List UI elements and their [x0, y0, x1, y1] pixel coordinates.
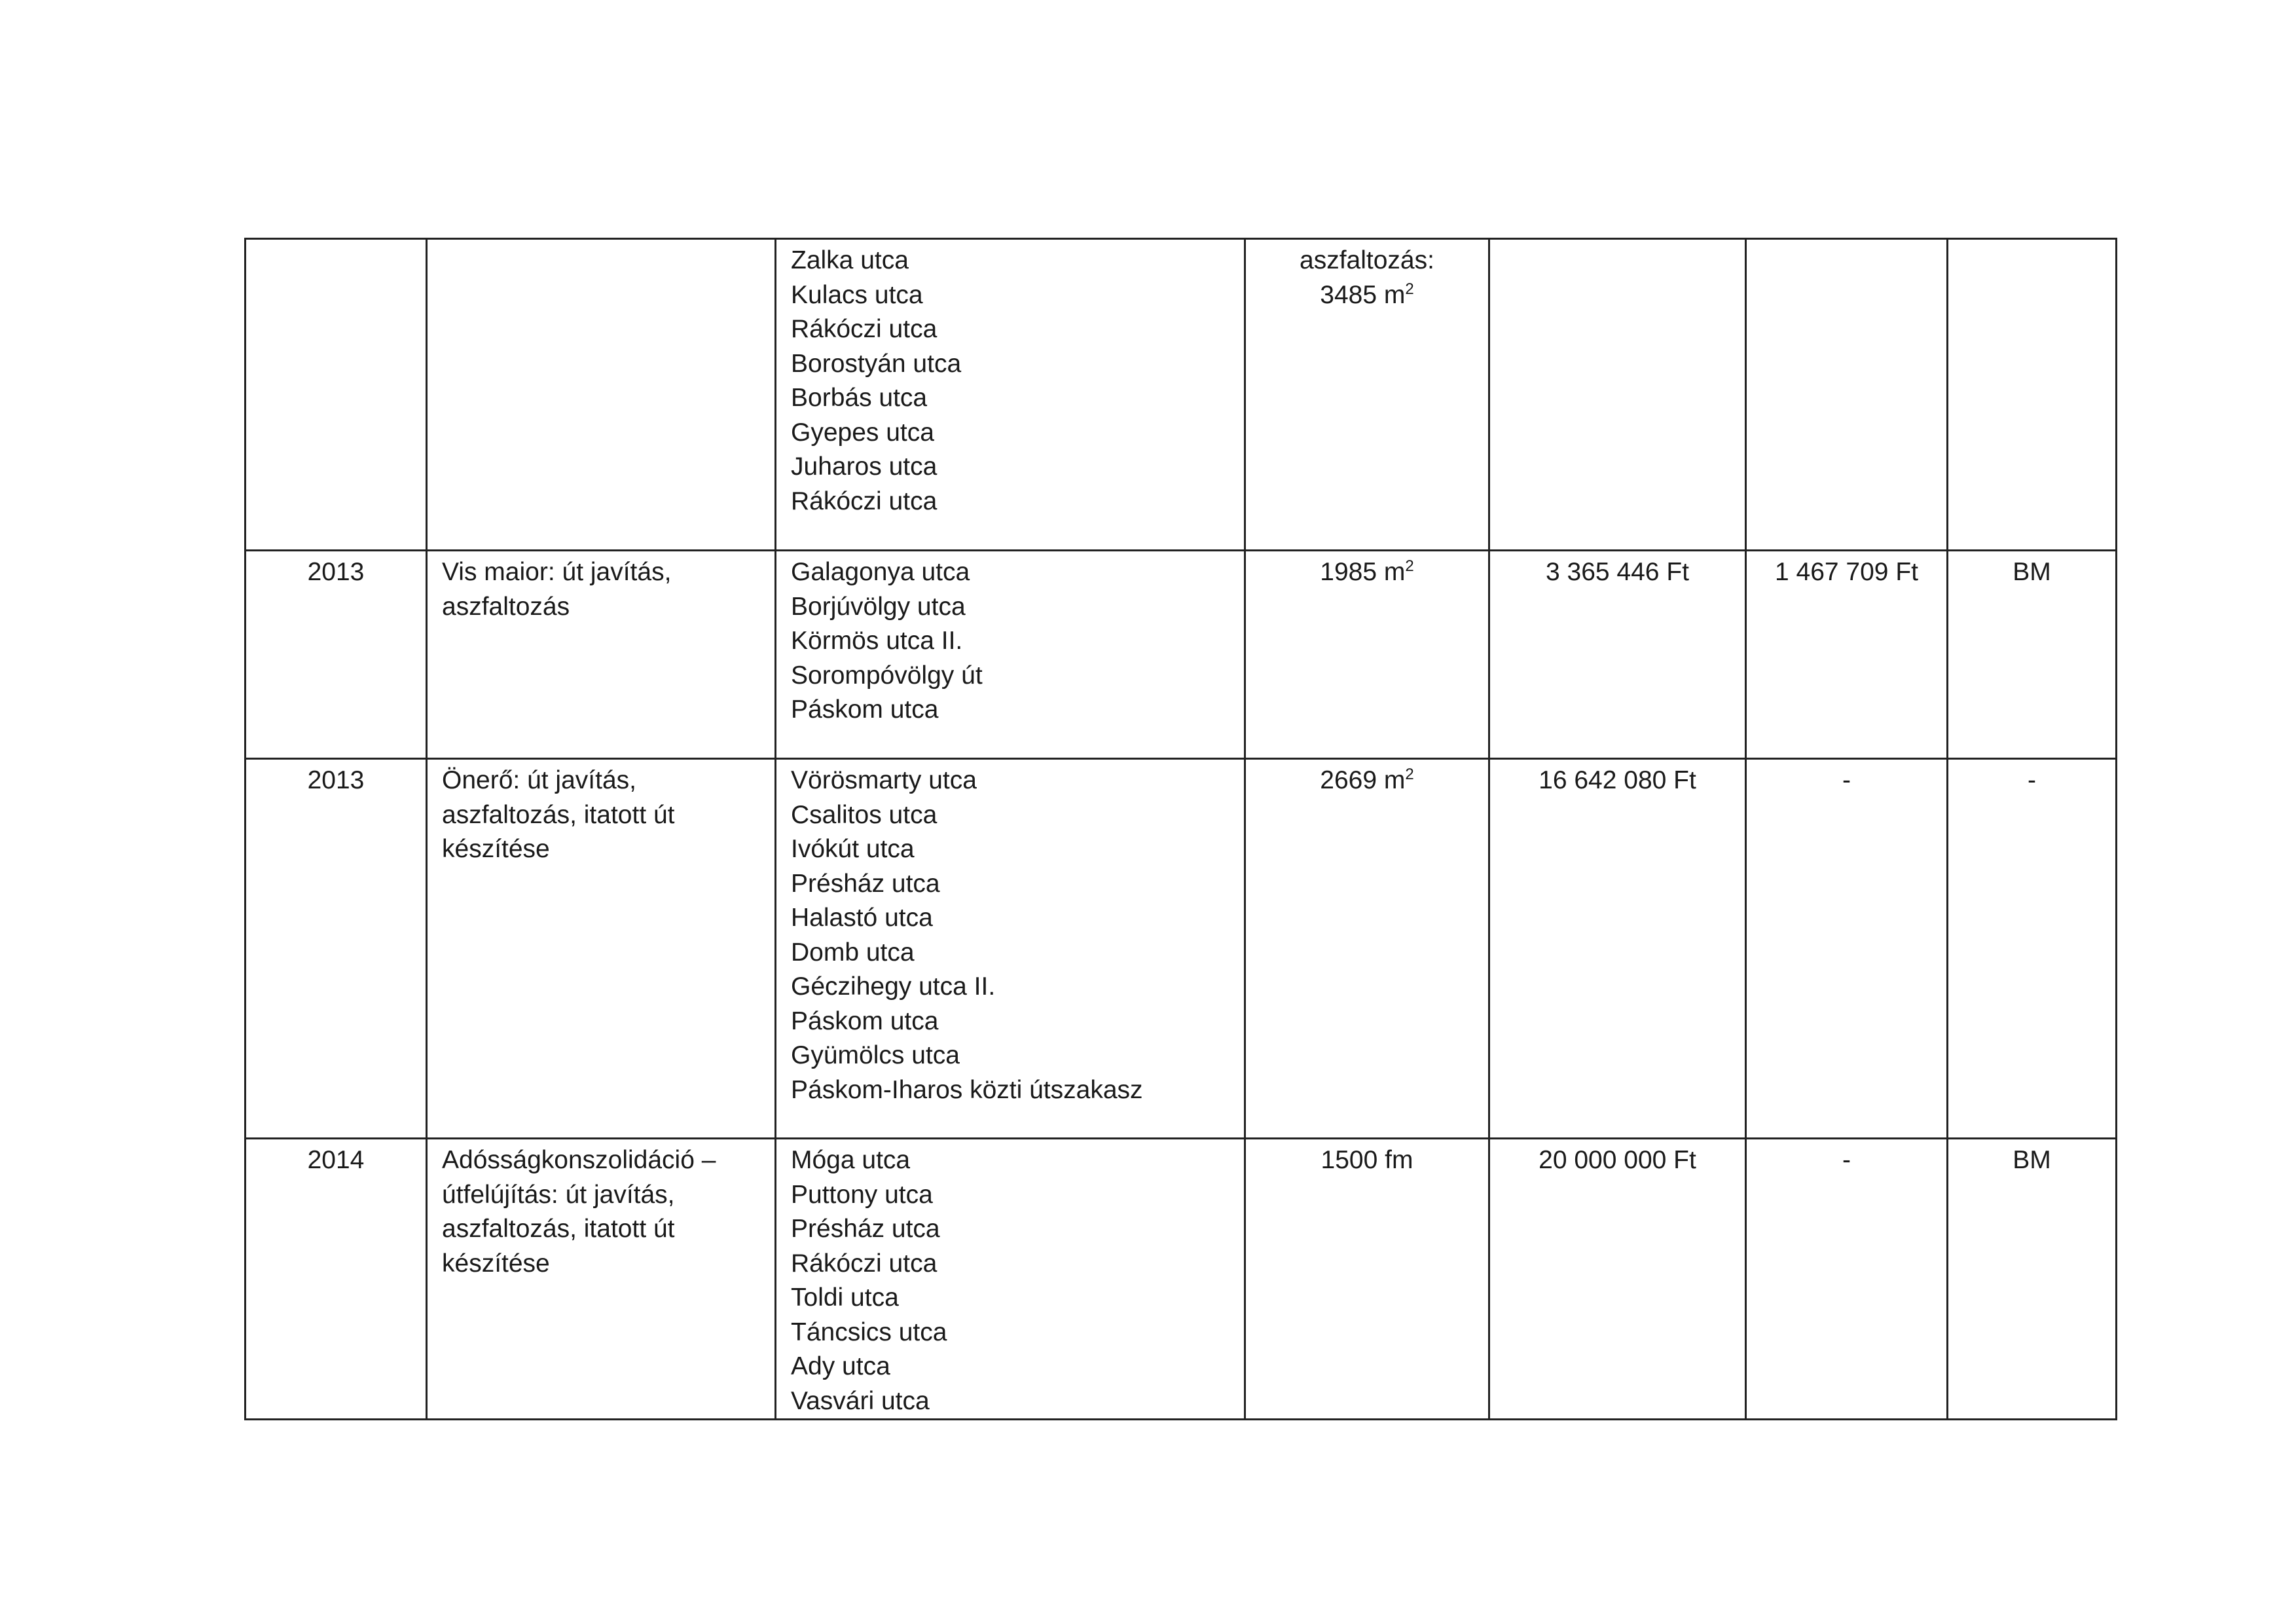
quantity-cell	[1245, 239, 1489, 551]
street-name: Galagonya utca	[791, 558, 970, 586]
quantity-value: 2669 m	[1320, 766, 1406, 794]
description-cell	[427, 551, 776, 759]
source-cell	[1948, 239, 2117, 551]
street-name: Páskom utca	[791, 1006, 939, 1035]
year-cell: 2013	[246, 551, 427, 759]
description-cell	[427, 239, 776, 551]
quantity-value-line	[1260, 764, 1474, 798]
streets-cell	[776, 239, 1245, 551]
description-line: aszfaltozás, itatott út	[442, 800, 675, 829]
streets-cell	[776, 551, 1245, 759]
description-cell	[427, 1139, 776, 1420]
street-name: Táncsics utca	[791, 1318, 947, 1346]
street-name: Borostyán utca	[791, 349, 962, 378]
year-cell: 2013	[246, 759, 427, 1139]
street-name: Körmös utca II.	[791, 627, 963, 655]
quantity-value: 1985 m	[1320, 558, 1406, 586]
street-name: Présház utca	[791, 869, 940, 898]
cost-cell: 20 000 000 Ft	[1489, 1139, 1746, 1420]
street-name: Domb utca	[791, 938, 915, 967]
quantity-cell	[1245, 551, 1489, 759]
street-name: Csalitos utca	[791, 800, 938, 829]
quantity-value: 3485 m	[1320, 280, 1406, 309]
street-name: Puttony utca	[791, 1180, 933, 1209]
year-cell	[246, 239, 427, 551]
street-name: Ady utca	[791, 1352, 890, 1380]
description-line: aszfaltozás, itatott út	[442, 1215, 675, 1243]
quantity-cell	[1245, 759, 1489, 1139]
year-cell: 2014	[246, 1139, 427, 1420]
grant-cell: 1 467 709 Ft	[1746, 551, 1948, 759]
street-name: Rákóczi utca	[791, 1249, 938, 1278]
street-name: Kulacs utca	[791, 280, 923, 309]
quantity-prefix: aszfaltozás:	[1300, 246, 1434, 274]
street-name: Móga utca	[791, 1146, 911, 1174]
quantity-unit-exponent: 2	[1405, 280, 1414, 298]
street-name: Halastó utca	[791, 904, 933, 932]
quantity-value-line	[1260, 555, 1474, 590]
cost-cell: 3 365 446 Ft	[1489, 551, 1746, 759]
street-name: Rákóczi utca	[791, 487, 938, 515]
cost-cell: 16 642 080 Ft	[1489, 759, 1746, 1139]
quantity-value-line	[1260, 1143, 1474, 1178]
table-row	[246, 239, 2117, 551]
street-name: Zalka utca	[791, 246, 909, 274]
cost-cell	[1489, 239, 1746, 551]
description-line: készítése	[442, 1249, 550, 1278]
description-line: aszfaltozás	[442, 592, 570, 621]
street-name: Gyepes utca	[791, 418, 934, 447]
quantity-unit-exponent: 2	[1405, 766, 1414, 783]
grant-cell	[1746, 239, 1948, 551]
source-cell: BM	[1948, 1139, 2117, 1420]
street-name: Borbás utca	[791, 384, 928, 412]
grant-cell: -	[1746, 1139, 1948, 1420]
street-name: Rákóczi utca	[791, 315, 938, 343]
street-name: Sorompóvölgy út	[791, 661, 983, 690]
quantity-unit-exponent: 2	[1405, 557, 1414, 575]
table-row	[246, 1139, 2117, 1420]
street-name: Géczihegy utca II.	[791, 972, 996, 1001]
street-name: Ivókút utca	[791, 835, 915, 863]
source-cell: BM	[1948, 551, 2117, 759]
grant-cell: -	[1746, 759, 1948, 1139]
quantity-cell	[1245, 1139, 1489, 1420]
street-name: Borjúvölgy utca	[791, 592, 966, 621]
table-row	[246, 551, 2117, 759]
street-name: Vörösmarty utca	[791, 766, 977, 794]
streets-cell	[776, 759, 1245, 1139]
street-name: Présház utca	[791, 1215, 940, 1243]
street-name: Gyümölcs utca	[791, 1041, 960, 1069]
road-works-table	[244, 238, 2117, 1420]
source-cell: -	[1948, 759, 2117, 1139]
quantity-value: 1500 fm	[1321, 1146, 1413, 1174]
description-line: Vis maior: út javítás,	[442, 558, 672, 586]
streets-cell	[776, 1139, 1245, 1420]
quantity-value-line	[1260, 278, 1474, 313]
description-line: Önerő: út javítás,	[442, 766, 636, 794]
table-row	[246, 759, 2117, 1139]
street-name: Juharos utca	[791, 452, 938, 481]
description-line: Adósságkonszolidáció –	[442, 1146, 716, 1174]
street-name: Páskom-Iharos közti útszakasz	[791, 1075, 1143, 1104]
street-name: Vasvári utca	[791, 1386, 930, 1415]
street-name: Páskom utca	[791, 695, 939, 724]
description-line: útfelújítás: út javítás,	[442, 1180, 675, 1209]
description-cell	[427, 759, 776, 1139]
description-line: készítése	[442, 835, 550, 863]
street-name: Toldi utca	[791, 1283, 899, 1312]
